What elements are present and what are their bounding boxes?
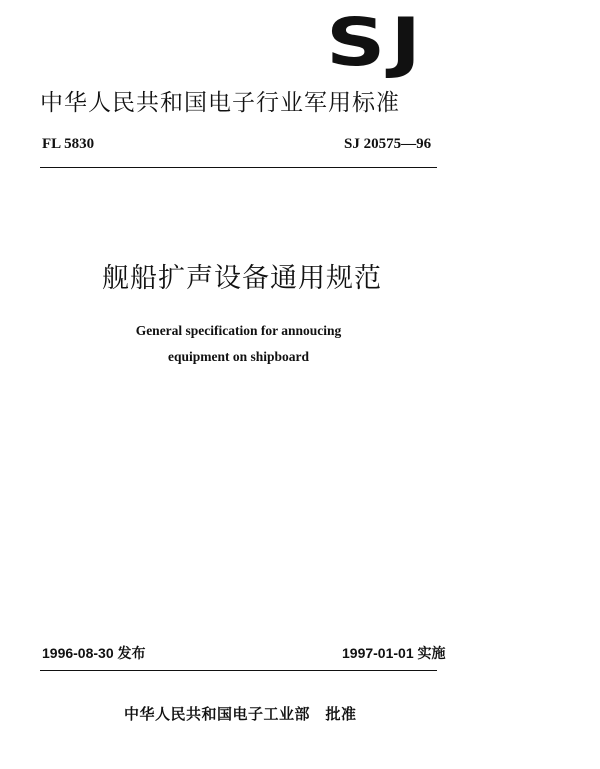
header-divider xyxy=(40,167,437,168)
issue-date: 1996-08-30 发布 xyxy=(42,645,146,661)
english-title-line-2: equipment on shipboard xyxy=(167,349,310,364)
document-title-chinese: 舰船扩声设备通用规范 xyxy=(102,263,382,294)
standard-type-title: 中华人民共和国电子行业军用标准 xyxy=(40,90,400,116)
issuing-authority: 中华人民共和国电子工业部 批准 xyxy=(124,705,357,723)
standard-number: SJ 20575—96 xyxy=(344,136,432,152)
english-title-line-1: General specification for annoucing xyxy=(135,323,342,338)
document-title-english xyxy=(40,318,437,370)
sj-logo: SJ xyxy=(326,4,427,81)
implementation-date: 1997-01-01 实施 xyxy=(342,645,446,661)
classification-code: FL 5830 xyxy=(42,136,95,152)
footer-divider xyxy=(40,670,437,671)
